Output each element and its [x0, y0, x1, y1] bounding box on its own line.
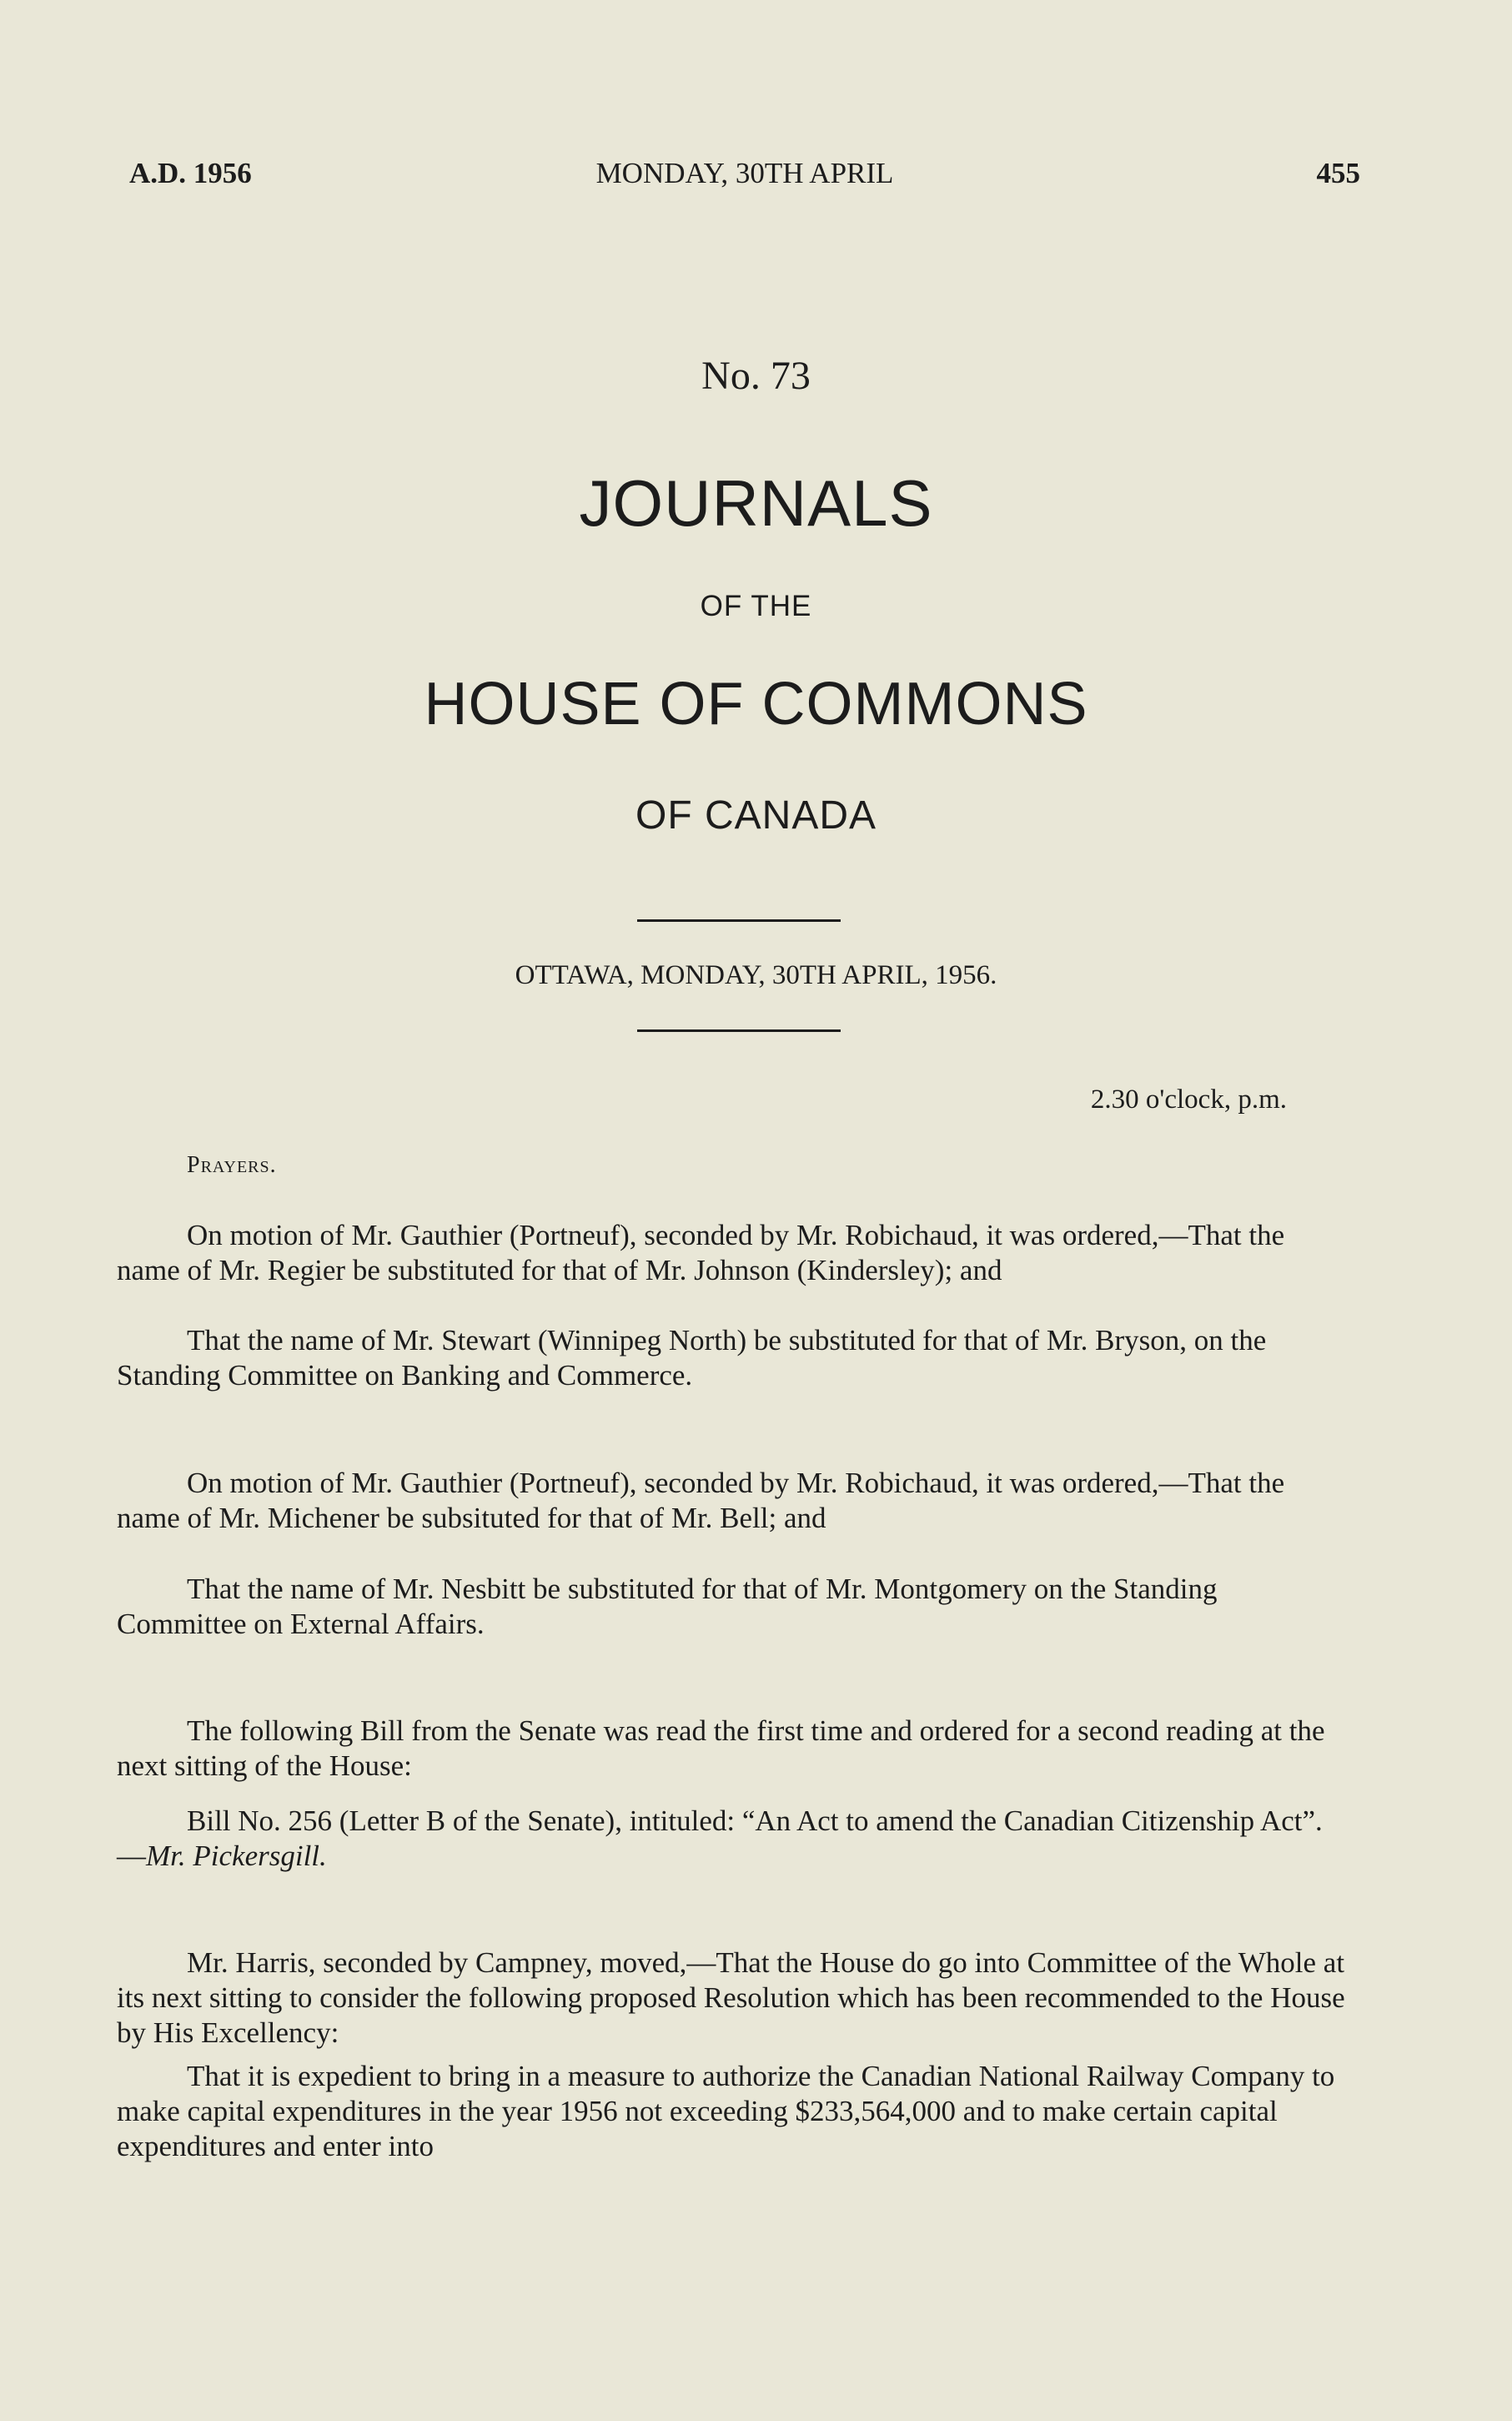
- divider-rule-top: [637, 919, 841, 922]
- sitting-time: 2.30 o'clock, p.m.: [1090, 1085, 1287, 1115]
- paragraph-resolution: That it is expedient to bring in a measure to authorize the Canadian National Railway Company to make capital expenditures in the year 1956 not exceeding $233,564,000 and to make certain capital expenditures and enter into: [117, 2060, 1335, 2162]
- bill-mover: Mr. Pickersgill.: [146, 1840, 327, 1872]
- paragraph-senate-bill: [117, 1714, 1349, 1784]
- running-header: [129, 157, 1360, 199]
- journal-number: No. 73: [701, 354, 811, 398]
- paragraph-motion-1: On motion of Mr. Gauthier (Portneuf), seconded by Mr. Robichaud, it was ordered,—That the name of Mr. Regier be substituted for that of Mr. Johnson (Kindersley); and: [117, 1219, 1285, 1286]
- title-of-canada: OF CANADA: [635, 793, 877, 838]
- title-house-of-commons: HOUSE OF COMMONS: [424, 671, 1088, 737]
- page-number: 455: [1316, 157, 1360, 189]
- paragraph-motion-2-cont: That the name of Mr. Nesbitt be substituted for that of Mr. Montgomery on the Standing Committee on External Affairs.: [117, 1573, 1218, 1640]
- title-of-the: OF THE: [700, 590, 812, 622]
- prayers-heading: Prayers.: [187, 1152, 277, 1178]
- bill-256-text: Bill No. 256 (Letter B of the Senate), intituled: “An Act to amend the Canadian Citizenship Act”.—: [117, 1804, 1323, 1872]
- dateline: OTTAWA, MONDAY, 30TH APRIL, 1956.: [515, 960, 997, 990]
- paragraph-bill-256: [117, 1804, 1349, 1874]
- title-journals: JOURNALS: [579, 466, 933, 540]
- paragraph-harris-motion: Mr. Harris, seconded by Campney, moved,—That the House do go into Committee of the Whole at its next sitting to consider the following proposed Resolution which has been recommended to the House by His Excellency:: [117, 1946, 1345, 2049]
- paragraph-motion-2: On motion of Mr. Gauthier (Portneuf), seconded by Mr. Robichaud, it was ordered,—That the name of Mr. Michener be subsituted for that of Mr. Bell; and: [117, 1467, 1285, 1534]
- header-year: A.D. 1956: [129, 157, 252, 189]
- senate-bill-text: The following Bill from the Senate was read the first time and ordered for a second reading at the next sitting of the House:: [117, 1714, 1325, 1782]
- header-date: MONDAY, 30TH APRIL: [595, 157, 894, 189]
- divider-rule-bottom: [637, 1029, 841, 1032]
- paragraph-motion-1-cont: That the name of Mr. Stewart (Winnipeg North) be substituted for that of Mr. Bryson, on the Standing Committee on Banking and Commerce.: [117, 1324, 1267, 1392]
